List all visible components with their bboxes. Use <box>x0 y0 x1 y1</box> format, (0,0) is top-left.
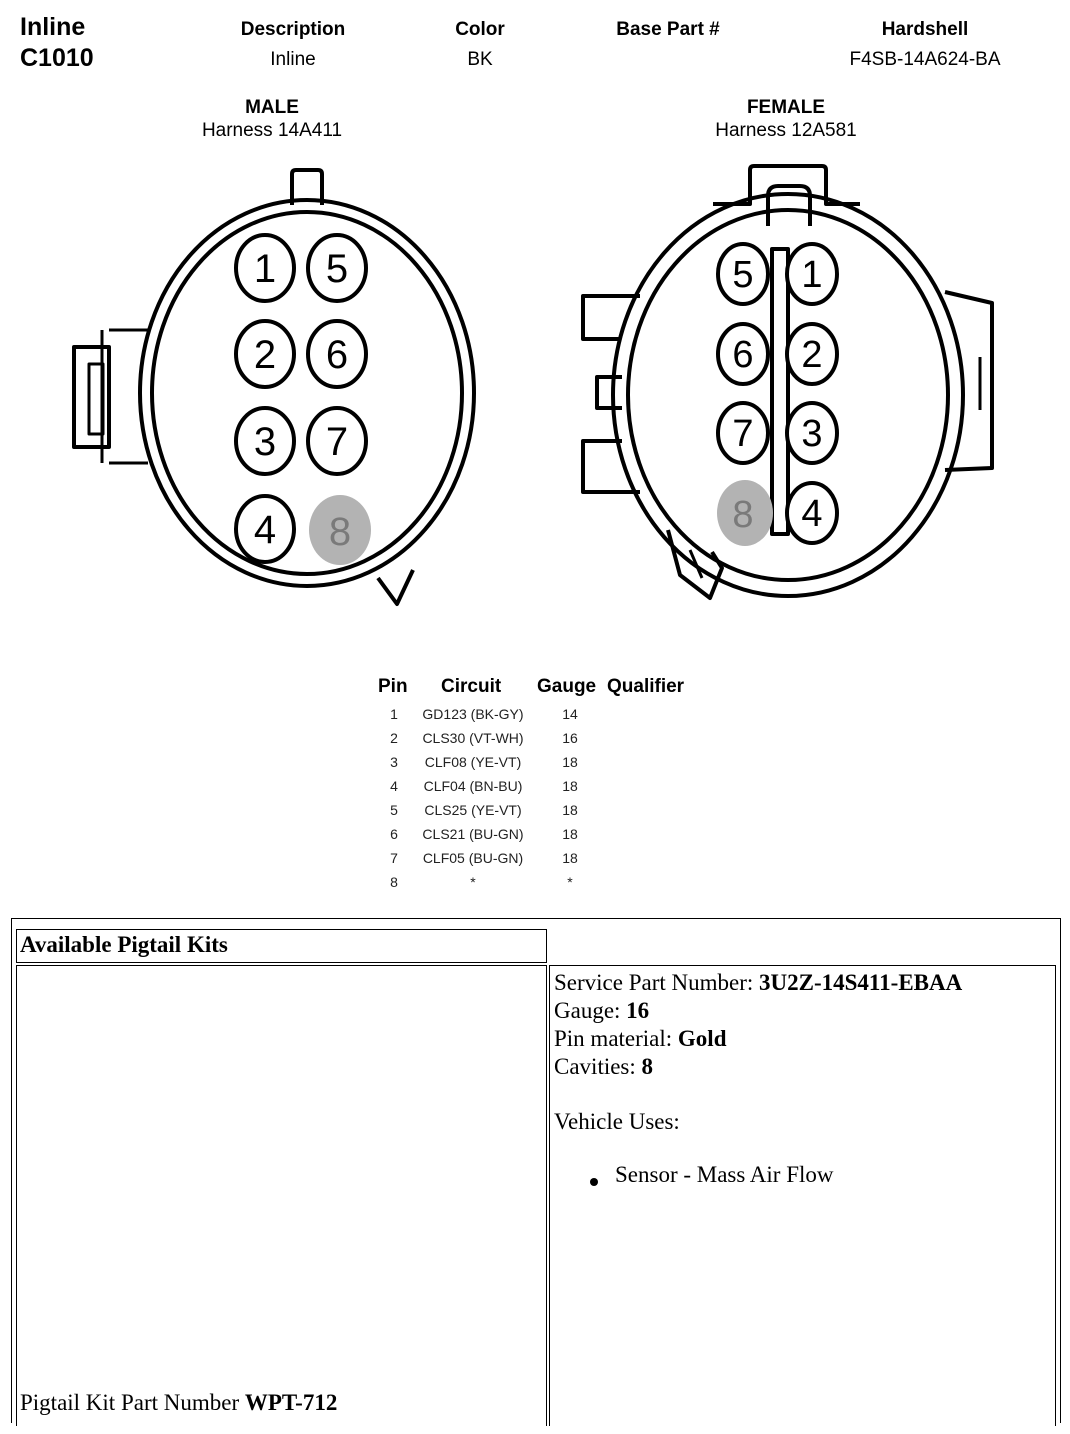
male-pin-2 <box>236 321 294 387</box>
pin-gauge: 18 <box>562 778 578 794</box>
pin-circuit: CLF08 (YE-VT) <box>424 754 522 770</box>
male-pin-1-label: 1 <box>253 247 277 291</box>
pin-material-label: Pin material: <box>554 1026 673 1051</box>
pigtail-kit-number: WPT-712 <box>244 1390 338 1415</box>
pin-gauge: 18 <box>562 754 578 770</box>
female-pin-7 <box>718 403 768 463</box>
pin-number: 1 <box>390 706 398 722</box>
pin-circuit: GD123 (BK-GY) <box>422 706 524 722</box>
pigtail-kit-label: Pigtail Kit Part Number <box>20 1390 240 1415</box>
cavities-label: Cavities: <box>554 1054 636 1079</box>
pin-number: 3 <box>390 754 398 770</box>
gauge-line <box>554 997 962 1025</box>
pin-number: 8 <box>390 874 398 890</box>
female-pin-2-label: 2 <box>801 334 823 376</box>
male-pin-6 <box>308 321 366 387</box>
female-pin-4-label: 4 <box>801 493 823 535</box>
pin-gauge: * <box>567 874 573 890</box>
pin-number: 6 <box>390 826 398 842</box>
pigtail-details <box>554 969 962 1136</box>
pin-gauge: 18 <box>562 850 578 866</box>
male-pin-6-label: 6 <box>325 333 349 377</box>
cavities-line <box>554 1053 962 1081</box>
gauge-value: 16 <box>626 998 650 1023</box>
pin-number: 2 <box>390 730 398 746</box>
pin-gauge: 14 <box>562 706 578 722</box>
qualifier-column-header: Qualifier <box>607 676 685 697</box>
hardshell-header: Hardshell <box>881 19 969 40</box>
female-pin-4 <box>787 483 837 543</box>
bullet-icon <box>590 1178 598 1186</box>
female-pin-1 <box>787 244 837 304</box>
female-pin-5-label: 5 <box>732 254 754 296</box>
pin-material-value: Gold <box>677 1026 727 1051</box>
pin-circuit: CLS25 (YE-VT) <box>424 802 522 818</box>
female-pin-3-label: 3 <box>801 413 823 455</box>
service-part-label: Service Part Number: <box>554 970 754 995</box>
pin-row <box>370 706 700 730</box>
description-header: Description <box>240 19 346 40</box>
hardshell-value: F4SB-14A624-BA <box>849 49 1001 70</box>
service-part-value: 3U2Z-14S411-EBAA <box>759 970 963 995</box>
connector-diagram <box>0 0 1070 660</box>
pigtail-heading: Available Pigtail Kits <box>20 932 228 957</box>
pigtail-kits-table <box>11 918 1061 1423</box>
pin-circuit: * <box>470 874 476 890</box>
pin-number: 5 <box>390 802 398 818</box>
pigtail-detail-cell <box>549 965 1056 1426</box>
cavities-value: 8 <box>641 1054 654 1079</box>
service-part-line <box>554 969 962 997</box>
pin-circuit: CLF04 (BN-BU) <box>423 778 523 794</box>
connector-title-line2: C1010 <box>20 44 94 72</box>
male-pin-5-label: 5 <box>325 247 349 291</box>
female-pin-6 <box>718 324 768 384</box>
pin-material-line <box>554 1025 962 1053</box>
pin-circuit: CLS30 (VT-WH) <box>422 730 524 746</box>
female-pin-7-label: 7 <box>732 413 754 455</box>
color-header: Color <box>455 19 505 40</box>
female-pin-5 <box>718 244 768 304</box>
female-pins <box>717 244 837 546</box>
pigtail-heading-cell <box>16 929 547 963</box>
pin-row <box>370 802 700 826</box>
male-pin-7-label: 7 <box>325 420 349 464</box>
pin-row <box>370 850 700 874</box>
gauge-column-header: Gauge <box>537 676 597 697</box>
pigtail-heading-empty <box>549 929 1054 961</box>
pin-row <box>370 874 700 898</box>
female-pin-6-label: 6 <box>732 334 754 376</box>
pin-gauge: 16 <box>562 730 578 746</box>
pin-column-header: Pin <box>378 676 408 697</box>
female-pin-3 <box>787 403 837 463</box>
pin-circuit: CLF05 (BU-GN) <box>422 850 524 866</box>
color-value: BK <box>467 49 493 70</box>
male-pin-7 <box>308 408 366 474</box>
female-pin-2 <box>787 324 837 384</box>
male-pin-5 <box>308 235 366 301</box>
male-pin-8-label: 8 <box>328 510 352 554</box>
base-part-header: Base Part # <box>616 19 720 40</box>
vehicle-use-item: Sensor - Mass Air Flow <box>615 1162 834 1187</box>
pin-gauge: 18 <box>562 802 578 818</box>
pin-circuit: CLS21 (BU-GN) <box>422 826 524 842</box>
female-connector-outline <box>583 166 992 598</box>
male-pin-3 <box>236 408 294 474</box>
pin-row <box>370 730 700 754</box>
female-pin-1-label: 1 <box>801 254 823 296</box>
pin-row <box>370 754 700 778</box>
pigtail-kit-line <box>20 1390 337 1416</box>
male-pin-4-label: 4 <box>253 508 277 552</box>
vehicle-uses-label: Vehicle Uses: <box>554 1109 680 1134</box>
gauge-label: Gauge: <box>554 998 621 1023</box>
male-pin-4 <box>236 496 294 562</box>
pin-number: 4 <box>390 778 398 794</box>
male-pins <box>236 235 371 565</box>
female-pin-8-label: 8 <box>732 494 754 536</box>
circuit-column-header: Circuit <box>441 676 502 697</box>
description-value: Inline <box>270 49 316 70</box>
male-pin-1 <box>236 235 294 301</box>
pigtail-kit-cell <box>16 965 547 1426</box>
male-pin-3-label: 3 <box>253 420 277 464</box>
female-label: FEMALE <box>746 97 826 118</box>
pin-row <box>370 826 700 850</box>
pin-number: 7 <box>390 850 398 866</box>
pin-row <box>370 778 700 802</box>
pin-gauge: 18 <box>562 826 578 842</box>
male-harness: Harness 14A411 <box>201 120 343 141</box>
connector-title-line1: Inline <box>20 13 86 41</box>
male-label: MALE <box>245 97 299 118</box>
male-pin-8 <box>309 495 371 565</box>
female-harness: Harness 12A581 <box>715 120 857 141</box>
female-pin-8 <box>717 480 773 546</box>
male-pin-2-label: 2 <box>253 333 277 377</box>
